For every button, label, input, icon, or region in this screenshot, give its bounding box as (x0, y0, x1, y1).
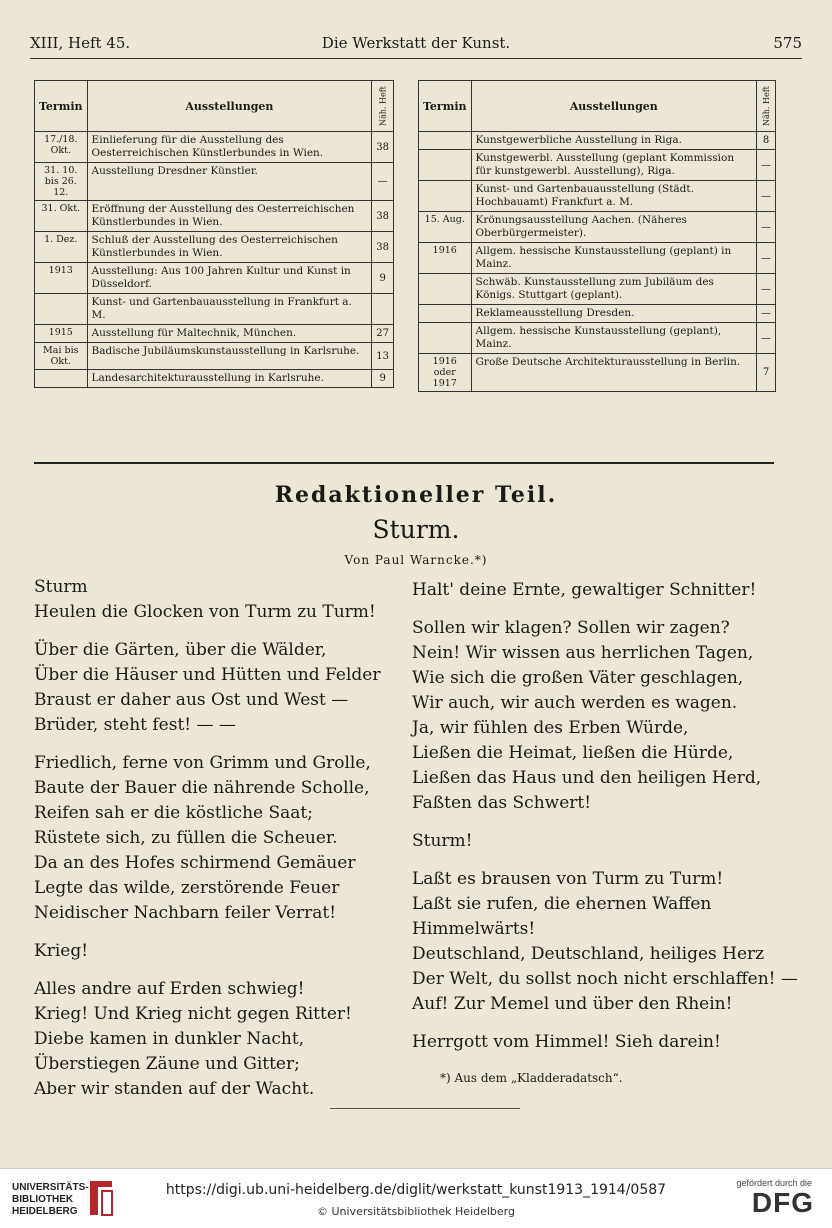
exhibition-cell: Ausstellung Dresdner Künstler. (87, 163, 372, 201)
poem-line: Neidischer Nachbarn feiler Verrat! (34, 903, 337, 923)
header-issue: XIII, Heft 45. (30, 34, 131, 52)
poem-line: Überstiegen Zäune und Gitter; (34, 1054, 300, 1074)
copyright-text: © Universitätsbibliothek Heidelberg (316, 1205, 515, 1218)
exhibition-table-right (418, 80, 776, 392)
table-row (419, 354, 776, 392)
exhibition-cell: Krönungsausstellung Aachen. (Näheres Oberbürgermeister). (471, 212, 756, 243)
stanza-gap (412, 603, 782, 616)
poem-line: Reifen sah er die köstliche Saat; (34, 803, 313, 823)
section-divider (34, 462, 774, 464)
heft-cell: — (757, 305, 776, 323)
header-journal-title: Die Werkstatt der Kunst. (321, 34, 511, 52)
exhibition-cell: Reklameausstellung Dresden. (471, 305, 756, 323)
poem-line: Alles andre auf Erden schwieg! (34, 979, 305, 999)
footer-bar (0, 1168, 832, 1228)
exhibition-cell: Kunstgewerbl. Ausstellung (geplant Kommission für kunstgewerbl. Ausstellung), Riga. (471, 150, 756, 181)
poem-line: Der Welt, du sollst noch nicht erschlaffen! — (412, 969, 798, 989)
termin-cell (419, 305, 472, 323)
exhibition-cell: Landesarchitekturausstellung in Karlsruhe. (87, 370, 372, 388)
header-rule (30, 58, 802, 59)
exhibition-cell: Ausstellung: Aus 100 Jahren Kultur und Kunst in Düsseldorf. (87, 263, 372, 294)
poem-line: Sturm (34, 577, 88, 597)
poem-line: Deutschland, Deutschland, heiliges Herz (412, 944, 765, 964)
table-row (419, 132, 776, 150)
exhibition-cell: Kunstgewerbliche Ausstellung in Riga. (471, 132, 756, 150)
col-header-ausstellungen: Ausstellungen (87, 81, 372, 132)
heft-cell: — (372, 163, 394, 201)
col-header-termin: Termin (419, 81, 472, 132)
table-row (419, 243, 776, 274)
poem-line: Heulen die Glocken von Turm zu Turm! (34, 602, 376, 622)
poem-line: Braust er daher aus Ost und West — (34, 690, 349, 710)
heft-cell: — (757, 212, 776, 243)
exhibition-cell: Badische Jubiläumskunstausstellung in Karlsruhe. (87, 343, 372, 370)
exhibition-cell: Kunst- und Gartenbauausstellung in Frankfurt a. M. (87, 294, 372, 325)
exhibition-cell: Allgem. hessische Kunstausstellung (geplant) in Mainz. (471, 243, 756, 274)
termin-cell: 31. 10. bis 26. 12. (35, 163, 88, 201)
table-row (419, 323, 776, 354)
termin-cell: 1. Dez. (35, 232, 88, 263)
byline: Von Paul Warncke.*) (344, 553, 488, 567)
logo-line: BIBLIOTHEK (12, 1194, 74, 1205)
stanza-gap (412, 854, 782, 867)
exhibition-cell: Eröffnung der Ausstellung des Oesterreichischen Künstlerbundes in Wien. (87, 201, 372, 232)
stanza-gap (34, 738, 404, 751)
table-row (419, 274, 776, 305)
poem-line: Herrgott vom Himmel! Sieh darein! (412, 1032, 721, 1052)
exhibition-cell: Allgem. hessische Kunstausstellung (geplant), Mainz. (471, 323, 756, 354)
poem-line: Aber wir standen auf der Wacht. (34, 1079, 315, 1099)
stanza-gap (34, 964, 404, 977)
heft-cell: 9 (372, 263, 394, 294)
table-row (35, 232, 394, 263)
stanza-gap (34, 625, 404, 638)
table-row (35, 294, 394, 325)
table-row (35, 325, 394, 343)
col-header-heft: Näh. Heft (757, 81, 776, 132)
termin-cell: 15. Aug. (419, 212, 472, 243)
funder-caption: gefördert durch die (736, 1178, 812, 1188)
heft-cell: 38 (372, 201, 394, 232)
exhibition-cell: Kunst- und Gartenbauausstellung (Städt. Hochbauamt) Frankfurt a. M. (471, 181, 756, 212)
page-number: 575 (773, 34, 802, 52)
section-title: Redaktioneller Teil. (274, 482, 558, 508)
poem-line: Ließen das Haus und den heiligen Herd, (412, 768, 762, 788)
poem-line: Über die Gärten, über die Wälder, (34, 640, 327, 660)
termin-cell (35, 294, 88, 325)
heft-cell: 13 (372, 343, 394, 370)
stanza-gap (34, 926, 404, 939)
poem-line: Friedlich, ferne von Grimm und Grolle, (34, 753, 371, 773)
poem-line: Laßt sie rufen, die ehernen Waffen (412, 894, 712, 914)
exhibition-cell: Große Deutsche Architekturausstellung in Berlin. (471, 354, 756, 392)
table-row (35, 132, 394, 163)
poem-line: Sturm! (412, 831, 473, 851)
termin-cell (419, 274, 472, 305)
poem-line: Faßten das Schwert! (412, 793, 592, 813)
heft-cell: 7 (757, 354, 776, 392)
heft-cell: 27 (372, 325, 394, 343)
termin-cell: 1915 (35, 325, 88, 343)
heft-cell: 8 (757, 132, 776, 150)
poem-line: Rüstete sich, zu füllen die Scheuer. (34, 828, 338, 848)
col-header-ausstellungen: Ausstellungen (471, 81, 756, 132)
poem-line: Krieg! (34, 941, 89, 961)
poem-line: Sollen wir klagen? Sollen wir zagen? (412, 618, 730, 638)
poem-line: Diebe kamen in dunkler Nacht, (34, 1029, 305, 1049)
poem-title: Sturm. (372, 515, 460, 544)
heft-cell: — (757, 243, 776, 274)
heft-cell: — (757, 181, 776, 212)
col-header-termin: Termin (35, 81, 88, 132)
stanza-gap (412, 1017, 782, 1030)
poem-line: Baute der Bauer die nährende Scholle, (34, 778, 370, 798)
table-row (35, 163, 394, 201)
poem-line: Halt' deine Ernte, gewaltiger Schnitter! (412, 580, 757, 600)
heft-cell: — (757, 323, 776, 354)
poem-line: Ja, wir fühlen des Erben Würde, (412, 718, 689, 738)
poem-line: Wir auch, wir auch werden es wagen. (412, 693, 738, 713)
heft-cell: 38 (372, 232, 394, 263)
termin-cell: 1916 (419, 243, 472, 274)
poem-line: Brüder, steht fest! — — (34, 715, 236, 735)
termin-cell: 1916 oder 1917 (419, 354, 472, 392)
permalink-url[interactable]: https://digi.ub.uni-heidelberg.de/diglit/werkstatt_kunst1913_1914/0587 (165, 1182, 667, 1198)
poem-column-right (412, 578, 798, 1055)
poem-line: Auf! Zur Memel und über den Rhein! (412, 994, 733, 1014)
heft-cell: — (757, 150, 776, 181)
running-header (30, 34, 802, 56)
exhibition-cell: Schluß der Ausstellung des Oesterreichischen Künstlerbundes in Wien. (87, 232, 372, 263)
heft-cell: 9 (372, 370, 394, 388)
termin-cell: 1913 (35, 263, 88, 294)
table-row (35, 343, 394, 370)
heft-cell: — (757, 274, 776, 305)
poem-line: Laßt es brausen von Turm zu Turm! (412, 869, 724, 889)
exhibition-cell: Einlieferung für die Ausstellung des Oesterreichischen Künstlerbundes in Wien. (87, 132, 372, 163)
dfg-logo[interactable]: DFG (751, 1187, 814, 1218)
termin-cell (419, 150, 472, 181)
logo-line: UNIVERSITÄTS- (12, 1182, 89, 1193)
poem-line: Über die Häuser und Hütten und Felder (34, 665, 381, 685)
table-row (35, 201, 394, 232)
stanza-gap (412, 816, 782, 829)
termin-cell (35, 370, 88, 388)
heft-cell: 38 (372, 132, 394, 163)
termin-cell: 17./18. Okt. (35, 132, 88, 163)
table-row (419, 305, 776, 323)
logo-line: HEIDELBERG (12, 1206, 78, 1217)
table-row (35, 263, 394, 294)
table-row (419, 150, 776, 181)
poem-line: Krieg! Und Krieg nicht gegen Ritter! (34, 1004, 352, 1024)
table-row (419, 181, 776, 212)
poem-line: Nein! Wir wissen aus herrlichen Tagen, (412, 643, 754, 663)
exhibition-cell: Schwäb. Kunstausstellung zum Jubiläum des Königs. Stuttgart (geplant). (471, 274, 756, 305)
col-header-heft: Näh. Heft (372, 81, 394, 132)
table-row (35, 370, 394, 388)
heft-cell (372, 294, 394, 325)
termin-cell: Mai bis Okt. (35, 343, 88, 370)
footnote: *) Aus dem „Kladderadatsch“. (440, 1071, 623, 1085)
termin-cell: 31. Okt. (35, 201, 88, 232)
exhibition-cell: Ausstellung für Maltechnik, München. (87, 325, 372, 343)
termin-cell (419, 132, 472, 150)
poem-line: Legte das wilde, zerstörende Feuer (34, 878, 340, 898)
footnote-rule (330, 1108, 520, 1109)
termin-cell (419, 181, 472, 212)
poem-line: Himmelwärts! (412, 919, 536, 939)
termin-cell (419, 323, 472, 354)
poem-column-left (34, 575, 404, 1102)
table-row (419, 212, 776, 243)
exhibition-table-left (34, 80, 394, 388)
poem-line: Ließen die Heimat, ließen die Hürde, (412, 743, 734, 763)
poem-line: Wie sich die großen Väter geschlagen, (412, 668, 744, 688)
poem-line: Da an des Hofes schirmend Gemäuer (34, 853, 356, 873)
